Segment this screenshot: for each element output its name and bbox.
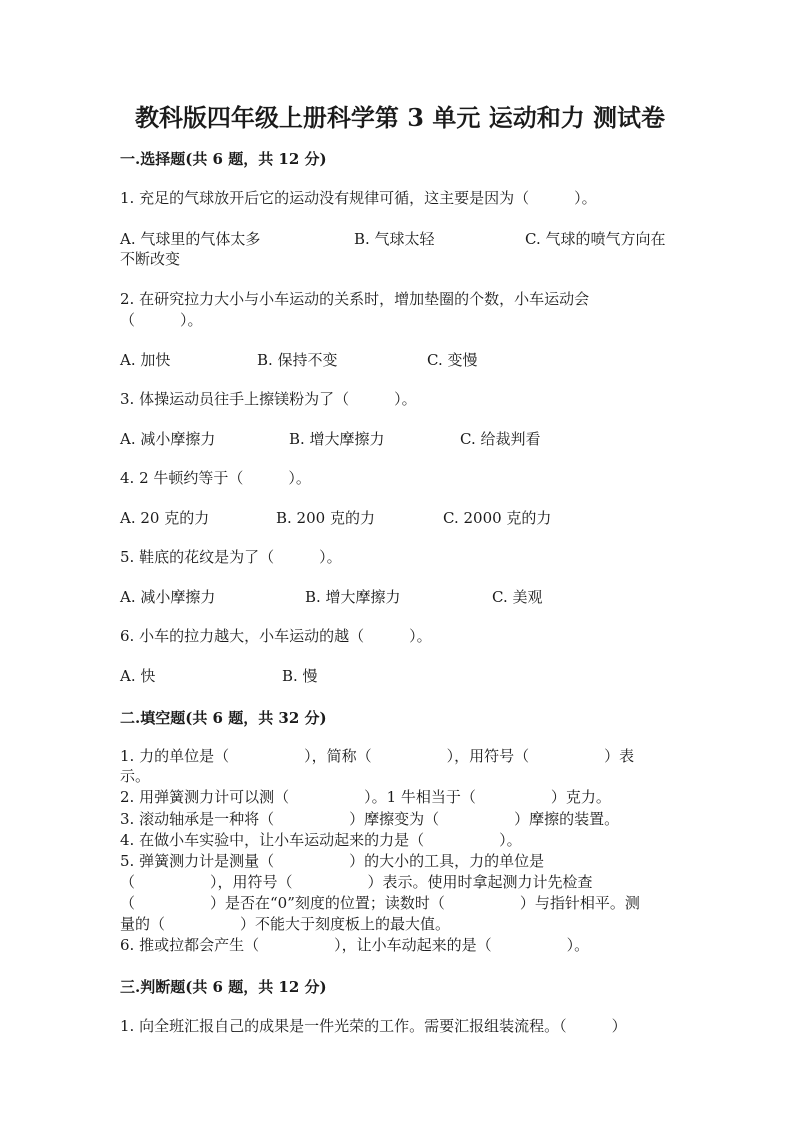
page-title: 教科版四年级上册科学第 3 单元 运动和力 测试卷 <box>134 103 666 132</box>
option-b: B. 增大摩擦力 <box>289 430 385 448</box>
option-a: A. 减小摩擦力 <box>120 588 216 606</box>
option-b: B. 保持不变 <box>257 351 338 369</box>
option-c: C. 给裁判看 <box>460 430 541 448</box>
fill-line: 4. 在做小车实验中，让小车运动起来的力是（ ）。 <box>120 831 522 849</box>
fill-line: 2. 用弹簧测力计可以测（ ）。1 牛相当于（ ）克力。 <box>120 788 611 806</box>
option-a: A. 减小摩擦力 <box>120 430 216 448</box>
fill-line: （ ），用符号（ ）表示。使用时拿起测力计先检查 <box>120 873 593 891</box>
section-heading-choice: 一.选择题(共 6 题，共 12 分) <box>120 150 327 168</box>
option-a: A. 加快 <box>120 351 171 369</box>
fill-line: 3. 滚动轴承是一种将（ ）摩擦变为（ ）摩擦的装置。 <box>120 810 620 828</box>
question-text: 3. 体操运动员往手上擦镁粉为了（ ）。 <box>120 390 417 408</box>
section-heading-judge: 三.判断题(共 6 题，共 12 分) <box>120 978 327 996</box>
question-text: 6. 小车的拉力越大，小车运动的越（ ）。 <box>120 627 432 645</box>
option-b: B. 气球太轻 <box>354 230 435 248</box>
section-heading-fill: 二.填空题(共 6 题，共 32 分) <box>120 709 327 727</box>
option-c-continued: 不断改变 <box>120 250 181 268</box>
option-a: A. 气球里的气体太多 <box>120 230 261 248</box>
option-c: C. 2000 克的力 <box>443 509 552 527</box>
question-text: 2. 在研究拉力大小与小车运动的关系时，增加垫圈的个数，小车运动会 <box>120 290 590 308</box>
fill-line: 量的（ ）不能大于刻度板上的最大值。 <box>120 915 451 933</box>
question-text-continued: （ ）。 <box>120 311 203 329</box>
option-c: C. 变慢 <box>427 351 478 369</box>
fill-line: 1. 力的单位是（ ），简称（ ），用符号（ ）表 <box>120 747 635 765</box>
option-b: B. 增大摩擦力 <box>305 588 401 606</box>
option-a: A. 快 <box>120 667 156 685</box>
fill-line: 5. 弹簧测力计是测量（ ）的大小的工具，力的单位是 <box>120 852 545 870</box>
question-text: 1. 充足的气球放开后它的运动没有规律可循，这主要是因为（ ）。 <box>120 189 597 207</box>
fill-line: （ ）是否在“0”刻度的位置；读数时（ ）与指针相平。测 <box>120 894 640 912</box>
option-b: B. 200 克的力 <box>276 509 375 527</box>
question-text: 5. 鞋底的花纹是为了（ ）。 <box>120 548 342 566</box>
option-a: A. 20 克的力 <box>120 509 210 527</box>
question-text: 4. 2 牛顿约等于（ ）。 <box>120 469 311 487</box>
option-c: C. 气球的喷气方向在 <box>525 230 666 248</box>
fill-line: 6. 推或拉都会产生（ ），让小车动起来的是（ ）。 <box>120 936 590 954</box>
option-b: B. 慢 <box>282 667 318 685</box>
judge-line: 1. 向全班汇报自己的成果是一件光荣的工作。需要汇报组装流程。（ ） <box>120 1017 627 1035</box>
fill-line: 示。 <box>120 767 151 785</box>
option-c: C. 美观 <box>492 588 543 606</box>
